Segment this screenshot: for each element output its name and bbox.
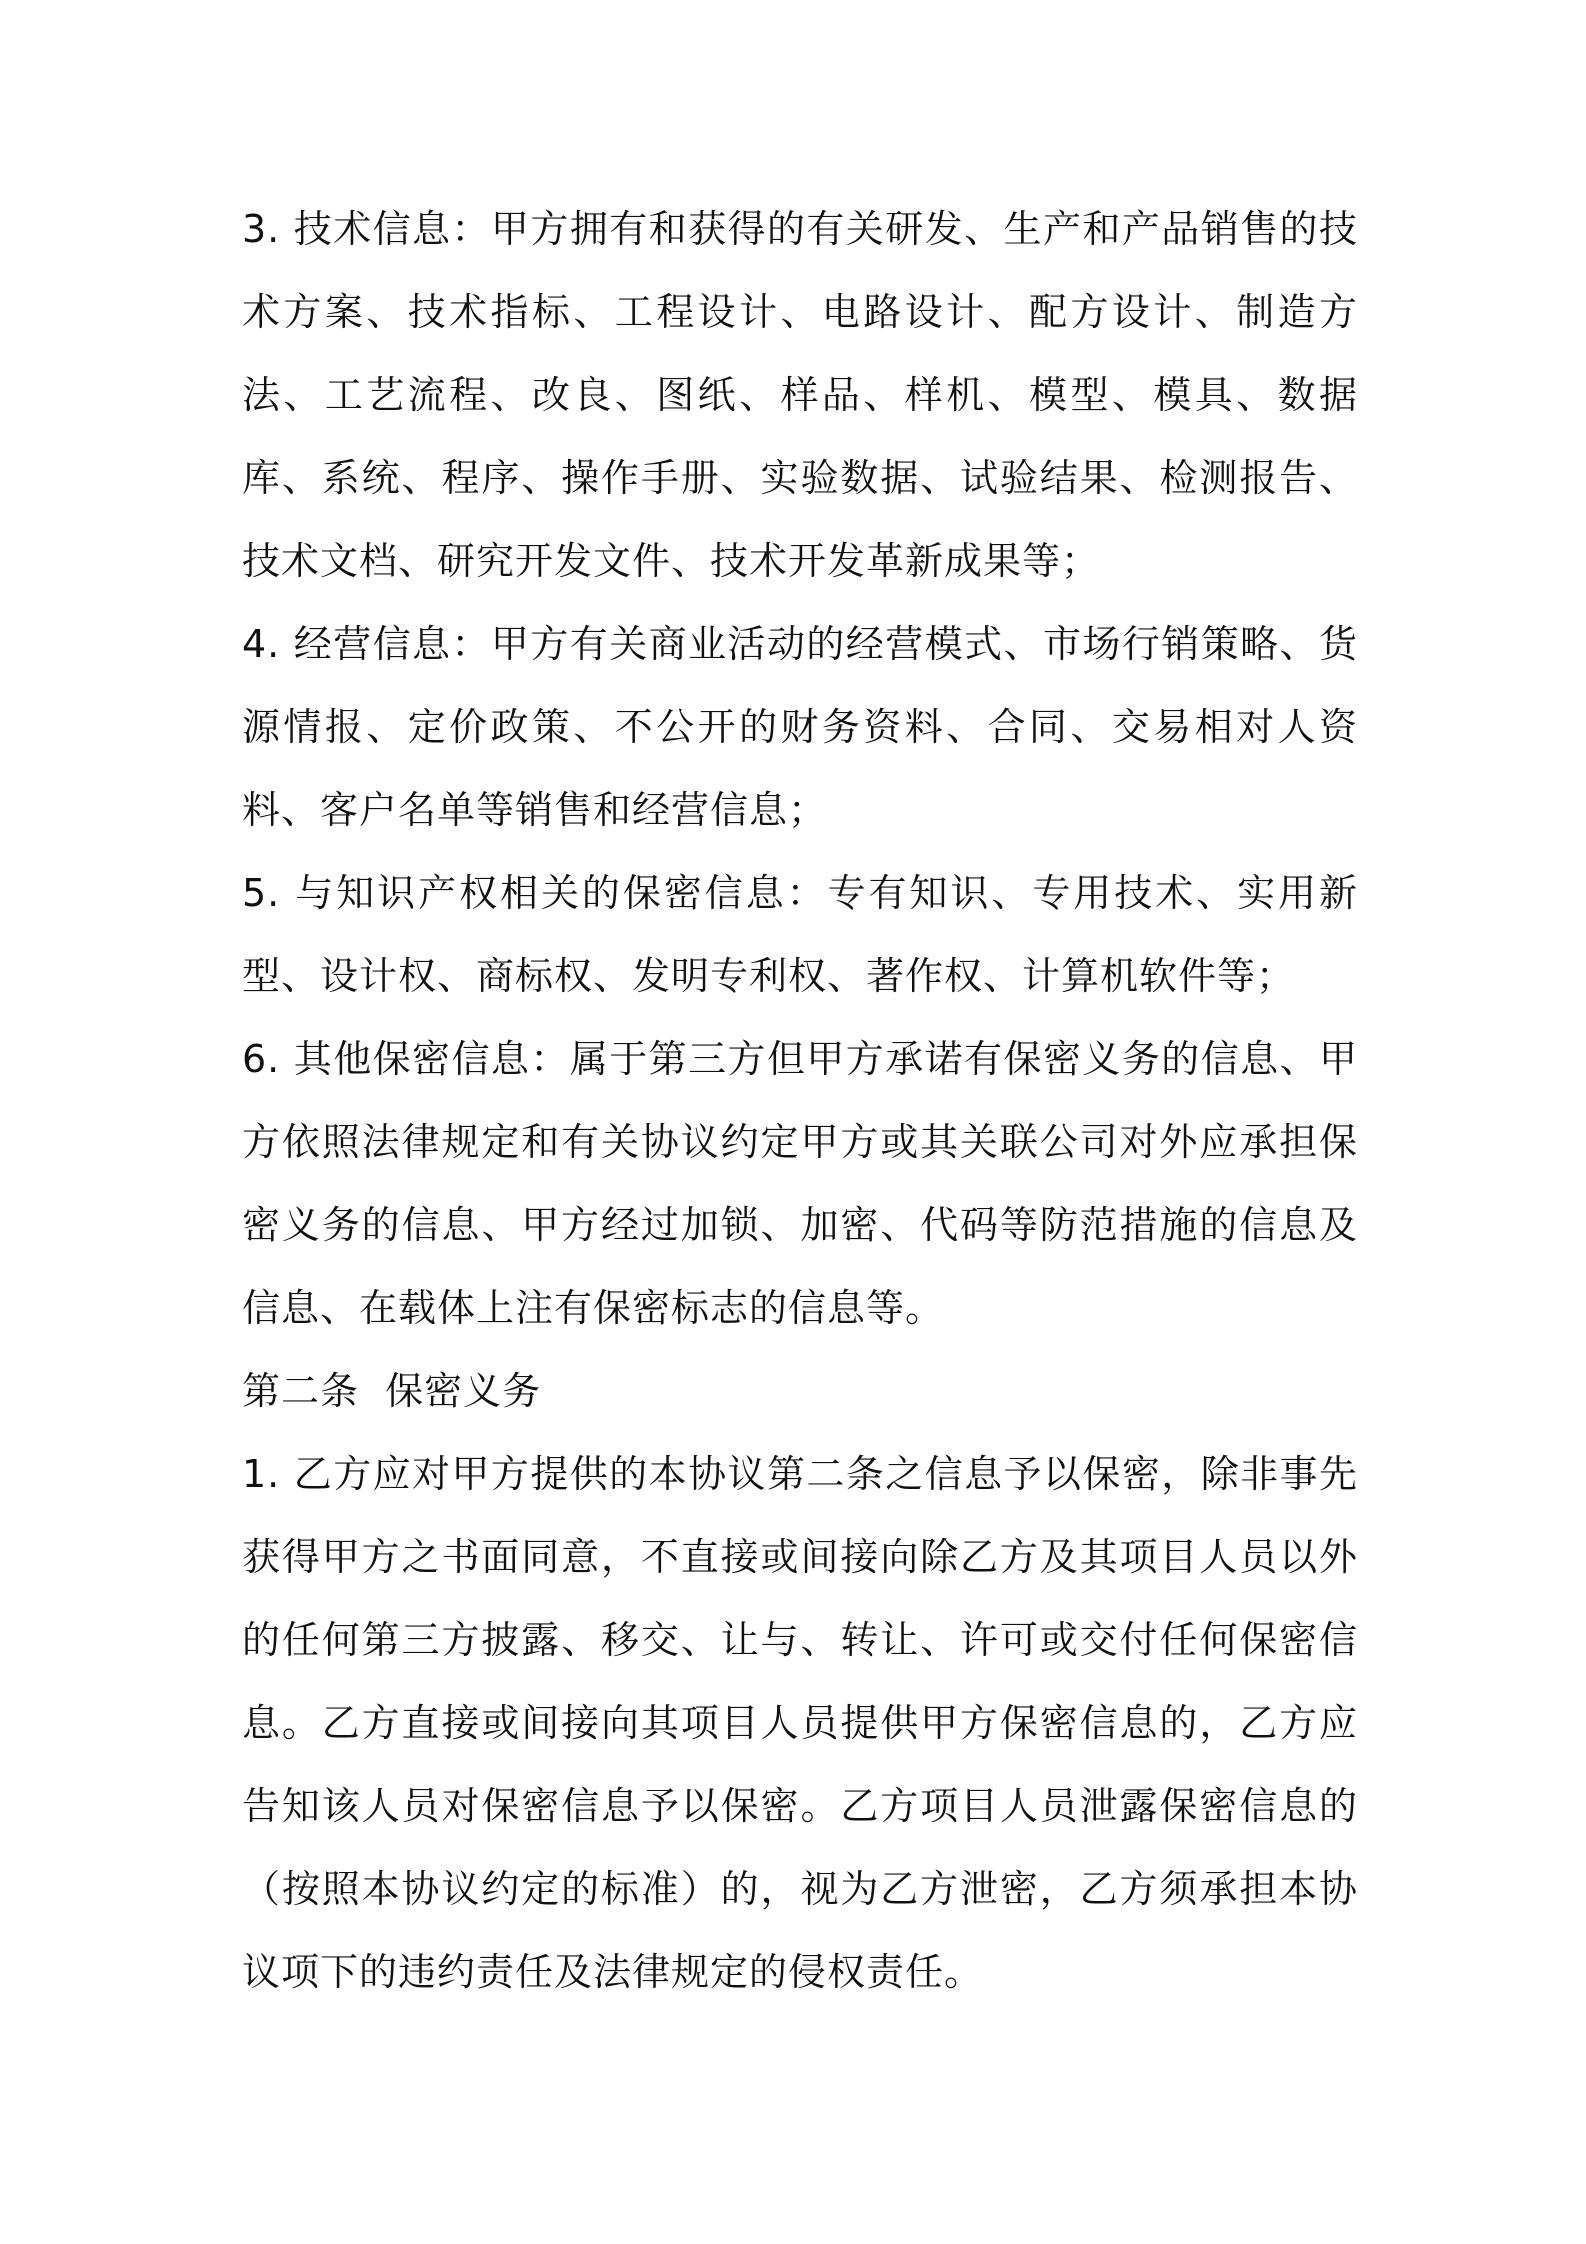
section-heading-article-2: 第二条 保密义务 <box>242 1369 542 1413</box>
paragraph-business-info: 4. 经营信息：甲方有关商业活动的经营模式、市场行销策略、货源情报、定价政策、不公开的财务资料、合同、交易相对人资料、客户名单等销售和经营信息； <box>242 622 1358 832</box>
document-page <box>242 188 1358 2014</box>
paragraph-ip-info: 5. 与知识产权相关的保密信息：专有知识、专用技术、实用新型、设计权、商标权、发明专利权、著作权、计算机软件等； <box>242 871 1358 998</box>
paragraph-other-info: 6. 其他保密信息：属于第三方但甲方承诺有保密义务的信息、甲方依照法律规定和有关协议约定甲方或其关联公司对外应承担保密义务的信息、甲方经过加锁、加密、代码等防范措施的信息及信息、在载体上注有保密标志的信息等。 <box>242 1037 1358 1330</box>
paragraph-obligation-1: 1. 乙方应对甲方提供的本协议第二条之信息予以保密，除非事先获得甲方之书面同意，不直接或间接向除乙方及其项目人员以外的任何第三方披露、移交、让与、转让、许可或交付任何保密信息。乙方直接或间接向其项目人员提供甲方保密信息的，乙方应告知该人员对保密信息予以保密。乙方项目人员泄露保密信息的（按照本协议约定的标准）的，视为乙方泄密，乙方须承担本协议项下的违约责任及法律规定的侵权责任。 <box>242 1452 1358 1994</box>
paragraph-technical-info: 3. 技术信息：甲方拥有和获得的有关研发、生产和产品销售的技术方案、技术指标、工程设计、电路设计、配方设计、制造方法、工艺流程、改良、图纸、样品、样机、模型、模具、数据库、系统、程序、操作手册、实验数据、试验结果、检测报告、技术文档、研究开发文件、技术开发革新成果等； <box>242 207 1358 583</box>
